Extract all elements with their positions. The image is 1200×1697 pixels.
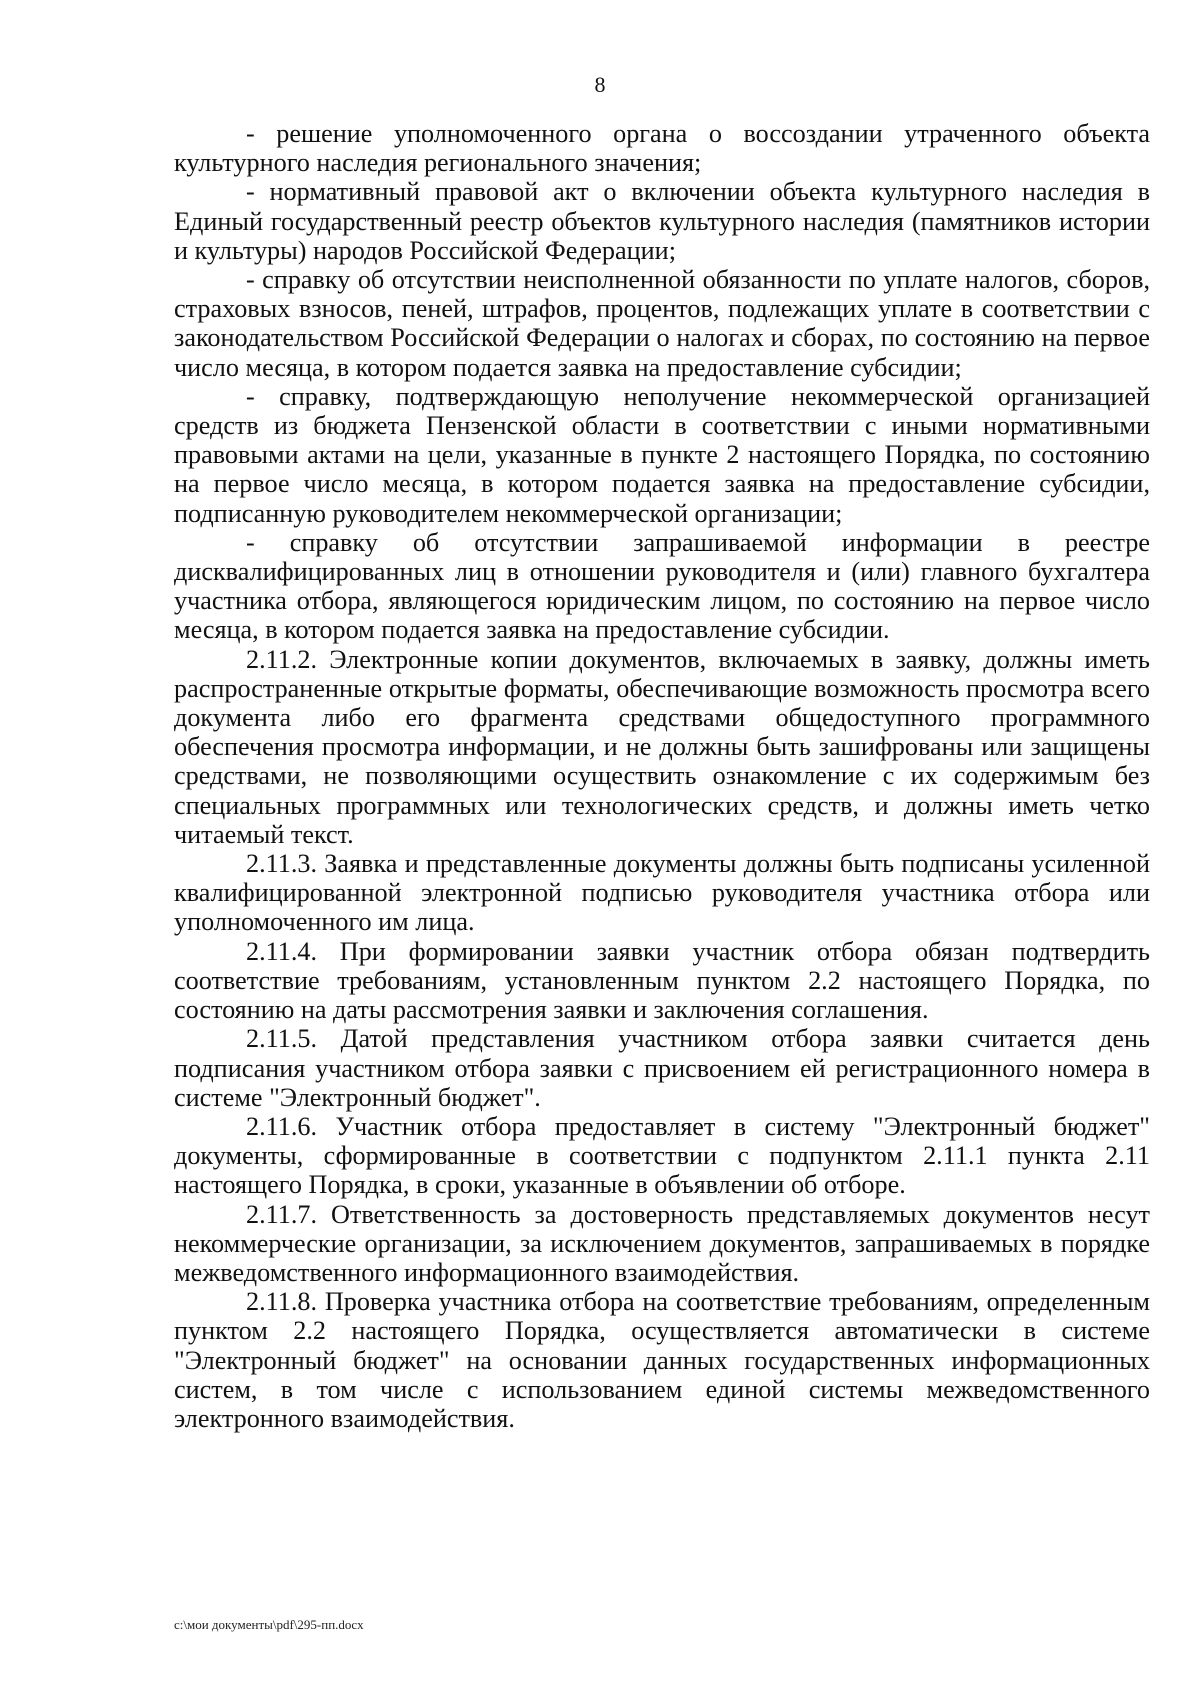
- paragraph-2-11-8: 2.11.8. Проверка участника отбора на соответствие требованиям, определенным пунктом 2.2 настоящего Порядка, осуществляется автоматически в системе "Электронный бюджет" на основании данных государственных информационных систем, в том числе с использованием единой системы межведомственного электронного взаимодействия.: [174, 1287, 1150, 1433]
- footer-file-path: c:\мои документы\pdf\295-пп.docx: [174, 1617, 364, 1632]
- paragraph-2-11-6: 2.11.6. Участник отбора предоставляет в систему "Электронный бюджет" документы, сформированные в соответствии с подпунктом 2.11.1 пункта 2.11 настоящего Порядка, в сроки, указанные в объявлении об отборе.: [174, 1111, 1150, 1200]
- paragraph-item: - справку, подтверждающую неполучение некоммерческой организацией средств из бюджета Пензенской области в соответствии с иными нормативными правовыми актами на цели, указанные в пункте 2 настоящего Порядка, по состоянию на первое число месяца, в котором подается заявка на предоставление субсидии, подписанную руководителем некоммерческой организации;: [174, 381, 1150, 528]
- paragraph-item: - справку об отсутствии запрашиваемой информации в реестре дисквалифицированных лиц в отношении руководителя и (или) главного бухгалтера участника отбора, являющегося юридическим лицом, по состоянию на первое число месяца, в котором подается заявка на предоставление субсидии.: [174, 527, 1150, 645]
- page-number: 8: [594, 72, 606, 97]
- paragraph-2-11-5: 2.11.5. Датой представления участником отбора заявки считается день подписания участником отбора заявки с присвоением ей регистрационного номера в системе "Электронный бюджет".: [174, 1024, 1150, 1112]
- paragraph-item: - нормативный правовой акт о включении объекта культурного наследия в Единый государственный реестр объектов культурного наследия (памятников истории и культуры) народов Российской Федерации;: [174, 177, 1150, 265]
- paragraph-2-11-2: 2.11.2. Электронные копии документов, включаемых в заявку, должны иметь распространенные открытые форматы, обеспечивающие возможность просмотра всего документа либо его фрагмента средствами общедоступного программного обеспечения просмотра информации, и не должны быть зашифрованы или защищены средствами, не позволяющими осуществить ознакомление с их содержимым без специальных программных или технологических средств, и должны иметь четко читаемый текст.: [174, 644, 1150, 849]
- paragraph-item: - справку об отсутствии неисполненной обязанности по уплате налогов, сборов, страховых взносов, пеней, штрафов, процентов, подлежащих уплате в соответствии с законодательством Российской Федерации о налогах и сборах, по состоянию на первое число месяца, в котором подается заявка на предоставление субсидии;: [174, 265, 1150, 382]
- document-body: [174, 119, 1150, 1433]
- paragraph-2-11-4: 2.11.4. При формировании заявки участник отбора обязан подтвердить соответствие требованиям, установленным пунктом 2.2 настоящего Порядка, по состоянию на даты рассмотрения заявки и заключения соглашения.: [174, 936, 1150, 1025]
- paragraph-2-11-3: 2.11.3. Заявка и представленные документы должны быть подписаны усиленной квалифицированной электронной подписью руководителя участника отбора или уполномоченного им лица.: [174, 849, 1150, 937]
- paragraph-2-11-7: 2.11.7. Ответственность за достоверность представляемых документов несут некоммерческие организации, за исключением документов, запрашиваемых в порядке межведомственного информационного взаимодействия.: [174, 1199, 1150, 1287]
- paragraph-item: - решение уполномоченного органа о воссоздании утраченного объекта культурного наследия регионального значения;: [174, 119, 1150, 178]
